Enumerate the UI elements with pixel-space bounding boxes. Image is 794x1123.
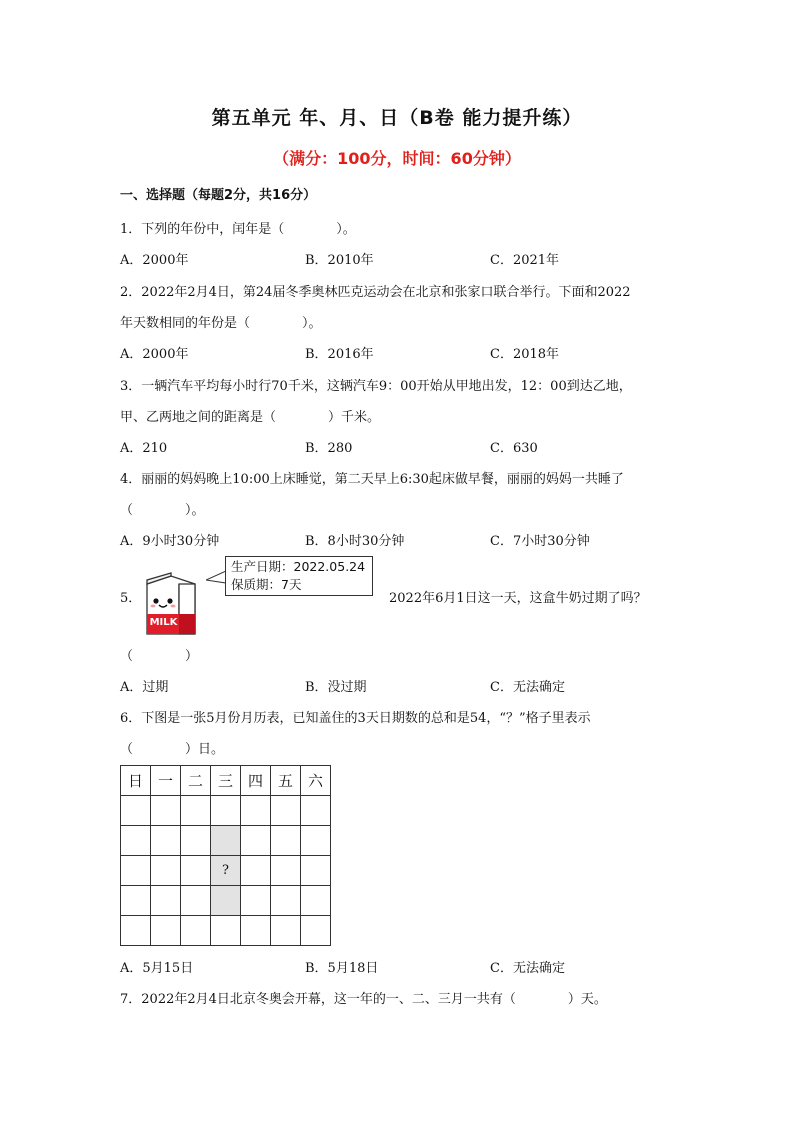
question-1-option-b[interactable]: B．2010年 — [305, 253, 374, 268]
calendar-cell — [151, 826, 181, 856]
calendar-cell — [271, 886, 301, 916]
calendar-row — [121, 886, 331, 916]
weekday-mon: 一 — [151, 766, 181, 796]
question-5-blank: （ ） — [120, 649, 199, 664]
question-3-option-a[interactable]: A．210 — [120, 441, 168, 456]
calendar-cell — [301, 826, 331, 856]
question-5-option-b[interactable]: B．没过期 — [305, 680, 367, 695]
question-3-stem-line1: 3．一辆汽车平均每小时行70千米，这辆汽车9：00开始从甲地出发，12：00到达乙地， — [120, 379, 632, 394]
question-1-option-a[interactable]: A．2000年 — [120, 253, 189, 268]
calendar-cell — [241, 916, 271, 946]
question-3-option-b[interactable]: B．280 — [305, 441, 353, 456]
question-2-stem-line2: 年天数相同的年份是（ ）。 — [120, 316, 322, 331]
may-calendar-grid — [120, 765, 331, 946]
calendar-cell — [181, 916, 211, 946]
calendar-cell — [241, 826, 271, 856]
calendar-cell — [271, 916, 301, 946]
calendar-cell — [151, 856, 181, 886]
covered-cell — [211, 826, 241, 856]
calendar-cell — [181, 856, 211, 886]
speech-bubble — [225, 556, 373, 596]
shelf-life-text: 保质期：7天 — [231, 577, 302, 592]
question-5-option-c[interactable]: C．无法确定 — [490, 680, 565, 695]
question-4-option-c[interactable]: C．7小时30分钟 — [490, 534, 590, 549]
calendar-header-row — [121, 766, 331, 796]
calendar-cell — [271, 856, 301, 886]
calendar-cell — [301, 916, 331, 946]
calendar-cell — [301, 886, 331, 916]
question-3-option-c[interactable]: C．630 — [490, 441, 538, 456]
question-5-stem: 2022年6月1日这一天，这盒牛奶过期了吗？ — [389, 591, 647, 606]
calendar-cell — [211, 916, 241, 946]
calendar-cell — [121, 886, 151, 916]
question-1-stem: 1．下列的年份中，闰年是（ ）。 — [120, 222, 356, 237]
weekday-sun: 日 — [121, 766, 151, 796]
calendar-row — [121, 796, 331, 826]
question-6-option-a[interactable]: A．5月15日 — [120, 961, 194, 976]
page-title: 第五单元 年、月、日（B卷 能力提升练） — [211, 107, 583, 129]
weekday-tue: 二 — [181, 766, 211, 796]
weekday-sat: 六 — [301, 766, 331, 796]
question-2-option-b[interactable]: B．2016年 — [305, 347, 374, 362]
calendar-cell — [181, 826, 211, 856]
calendar-cell — [151, 916, 181, 946]
covered-cell — [211, 886, 241, 916]
question-4-option-b[interactable]: B．8小时30分钟 — [305, 534, 405, 549]
question-6-option-c[interactable]: C．无法确定 — [490, 961, 565, 976]
question-7-stem: 7．2022年2月4日北京冬奥会开幕，这一年的一、二、三月一共有（ ）天。 — [120, 992, 607, 1007]
calendar-row — [121, 826, 331, 856]
milk-label: MILK — [149, 617, 178, 628]
calendar-cell — [121, 856, 151, 886]
covered-cell-question-mark: ? — [211, 856, 241, 886]
question-4-option-a[interactable]: A．9小时30分钟 — [120, 534, 220, 549]
calendar-cell — [301, 856, 331, 886]
calendar-cell — [181, 796, 211, 826]
question-3-stem-line2: 甲、乙两地之间的距离是（ ）千米。 — [120, 410, 381, 425]
question-1-option-c[interactable]: C．2021年 — [490, 253, 560, 268]
weekday-wed: 三 — [211, 766, 241, 796]
weekday-fri: 五 — [271, 766, 301, 796]
question-5-number: 5． — [120, 591, 142, 606]
calendar-cell — [241, 886, 271, 916]
calendar-cell — [241, 856, 271, 886]
question-6-stem-line1: 6．下图是一张5月份月历表，已知盖住的3天日期数的总和是54，“？”格子里表示 — [120, 711, 591, 726]
calendar-cell — [211, 796, 241, 826]
calendar-cell — [271, 826, 301, 856]
calendar-cell — [151, 796, 181, 826]
calendar-cell — [151, 886, 181, 916]
section-heading: 一、选择题（每题2分，共16分） — [120, 188, 317, 203]
calendar-cell — [271, 796, 301, 826]
question-2-option-a[interactable]: A．2000年 — [120, 347, 189, 362]
calendar-cell — [301, 796, 331, 826]
question-2-stem-line1: 2．2022年2月4日，第24届冬季奥林匹克运动会在北京和张家口联合举行。下面和2022 — [120, 285, 631, 300]
question-4-stem-line1: 4．丽丽的妈妈晚上10:00上床睡觉，第二天早上6:30起床做早餐，丽丽的妈妈一共睡了 — [120, 472, 624, 487]
milk-carton-image — [137, 570, 203, 636]
question-4-stem-line2: （ ）。 — [120, 503, 205, 518]
calendar-cell — [241, 796, 271, 826]
calendar-cell — [121, 796, 151, 826]
page-subtitle: （满分：100分，时间：60分钟） — [273, 149, 521, 168]
weekday-thu: 四 — [241, 766, 271, 796]
question-2-option-c[interactable]: C．2018年 — [490, 347, 560, 362]
question-6-stem-line2: （ ）日。 — [120, 742, 225, 757]
calendar-cell — [121, 826, 151, 856]
calendar-row — [121, 916, 331, 946]
calendar-cell — [181, 886, 211, 916]
calendar-row — [121, 856, 331, 886]
question-5-option-a[interactable]: A．过期 — [120, 680, 169, 695]
question-6-option-b[interactable]: B．5月18日 — [305, 961, 379, 976]
calendar-cell — [121, 916, 151, 946]
production-date-text: 生产日期：2022.05.24 — [231, 559, 366, 574]
